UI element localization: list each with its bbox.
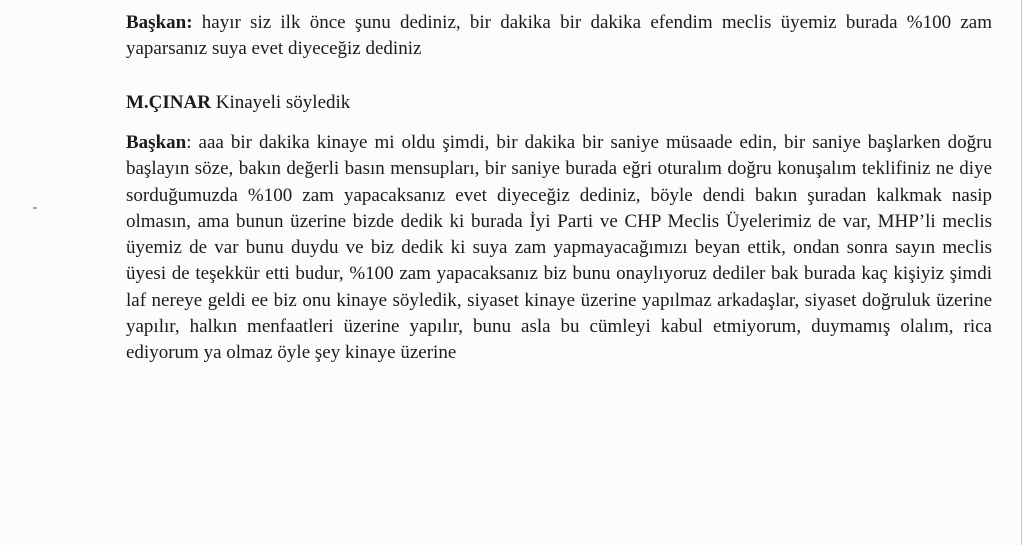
scan-speck: [33, 207, 37, 209]
speaker-name: Başkan:: [126, 12, 193, 33]
speaker-name: Başkan: [126, 132, 187, 153]
paragraph-text: Kinayeli söyledik: [210, 92, 351, 113]
paragraph-text: hayır siz ilk önce şunu dediniz, bir dakika bir dakika efendim meclis üyemiz burada %100 zam yaparsanız suya evet diyeceğiz dediniz: [126, 12, 992, 60]
paragraph-text: : aaa bir dakika kinaye mi oldu şimdi, bir dakika bir saniye müsaade edin, bir saniye başlarken doğru başlayın söze, bakın değerli basın mensupları, bir saniye burada eğri oturalım doğru konuşalım teklifiniz ne diye sorduğumuzda %100 zam yapacaksanız evet diyeceğiz dediniz, böyle dendi bakın şuradan kalkmak nasip olmasın, ama bunun üzerine bizde dedik ki burada İyi Parti ve CHP Meclis Üyelerimiz de var, MHP’li meclis üyemiz de var bunu duydu ve biz dedik ki suya zam yapmayacağımızı beyan ettik, ondan sonra sayın meclis üyesi de teşekkür etti budur, %100 zam yapacaksanız biz bunu onaylıyoruz dediler bak burada kaç kişiyiz şimdi laf nereye geldi ee biz onu kinaye söyledik, siyaset kinaye üzerine yapılmaz arkadaşlar, siyaset doğruluk üzerine yapılır, halkın menfaatleri üzerine yapılır, bunu asla bu cümleyi kabul etmiyorum, duymamış olalım, rica ediyorum ya olmaz öyle şey kinaye üzerine: [126, 132, 992, 364]
paragraph-baskan-1: [126, 10, 992, 63]
paragraph-baskan-2: [126, 130, 992, 367]
speaker-name: M.ÇINAR: [126, 92, 211, 113]
page-edge-line: [1021, 0, 1022, 545]
paragraph-mcinar: [126, 90, 992, 116]
